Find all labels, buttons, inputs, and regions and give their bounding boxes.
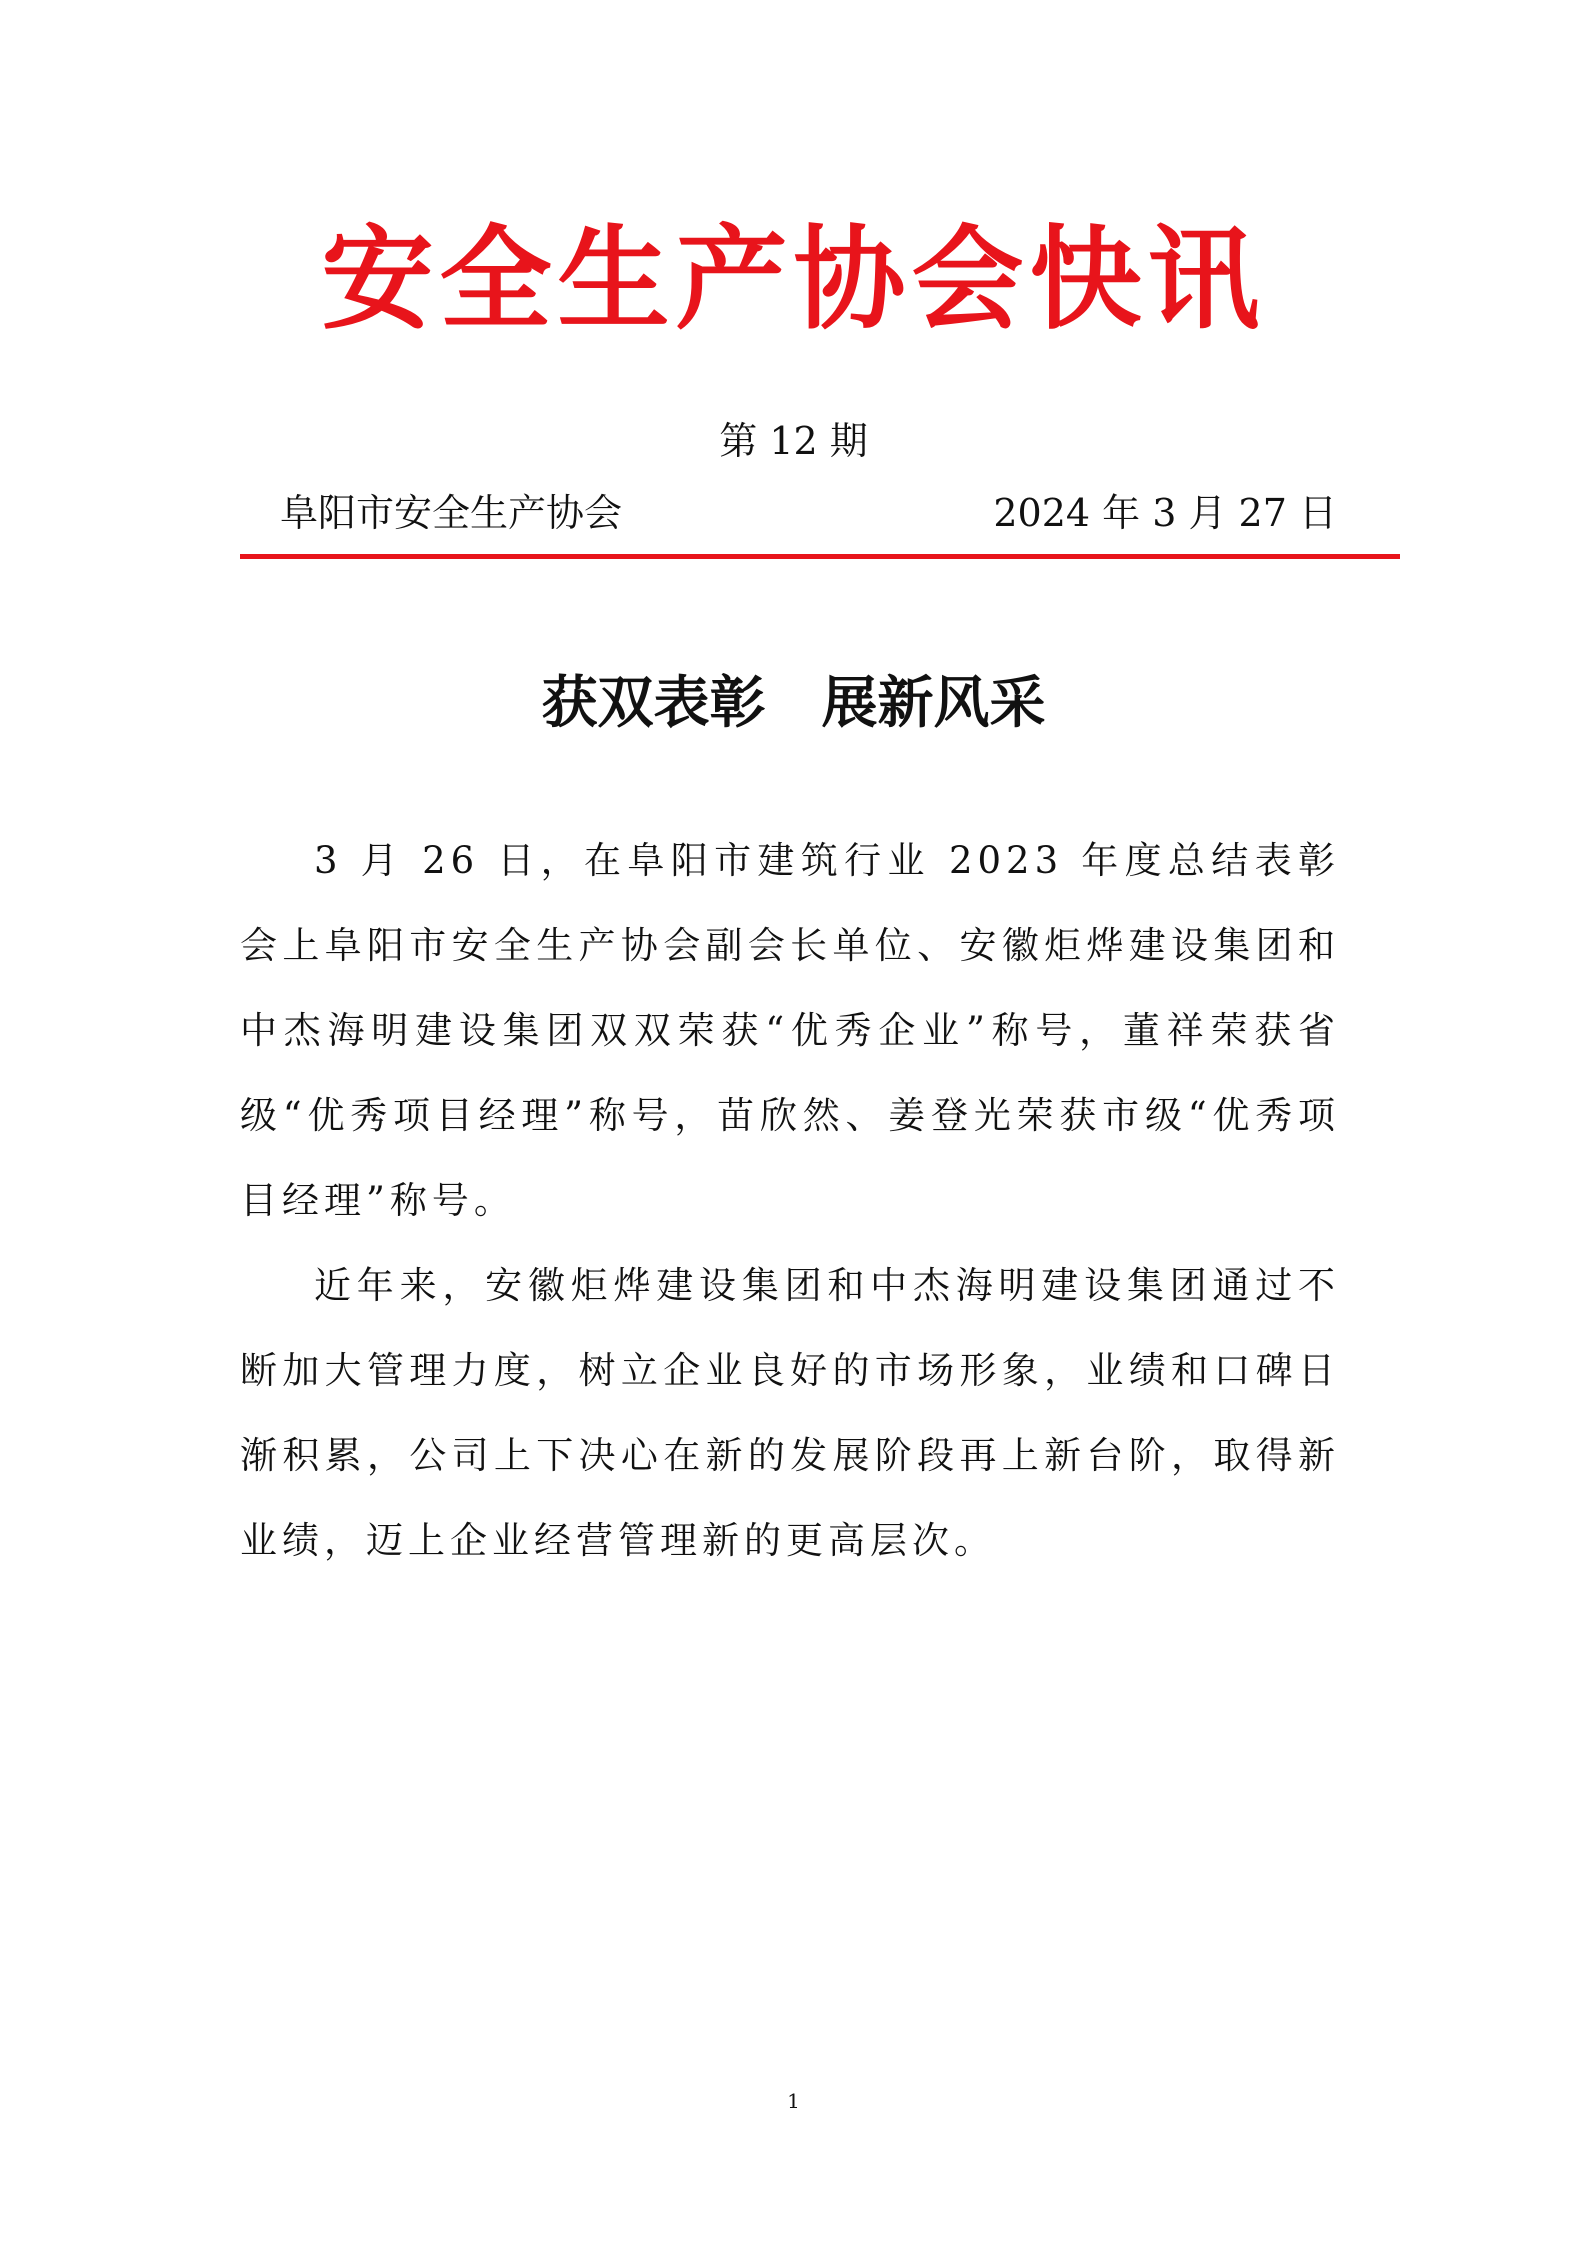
article-paragraph: 近年来，安徽炬烨建设集团和中杰海明建设集团通过不断加大管理力度，树立企业良好的市场形象，业绩和口碑日渐积累，公司上下决心在新的发展阶段再上新台阶，取得新业绩，迈上企业经营管理新的更高层次。 [240,1264,1340,1562]
article-paragraph: 3 月 26 日，在阜阳市建筑行业 2023 年度总结表彰会上阜阳市安全生产协会副会长单位、安徽炬烨建设集团和中杰海明建设集团双双荣获“优秀企业”称号，董祥荣获省级“优秀项目经理”称号，苗欣然、姜登光荣获市级“优秀项目经理”称号。 [240,839,1340,1222]
newsletter-masthead-title: 安全生产协会快讯 [321,214,1266,345]
masthead-divider [240,554,1400,559]
publication-date: 2024 年 3 月 27 日 [993,491,1337,535]
publisher-organization: 阜阳市安全生产协会 [280,491,623,535]
page-number: 1 [787,2089,800,2113]
issue-number: 第 12 期 [719,419,868,463]
article-body [240,818,1340,1583]
article-headline: 获双表彰 展新风采 [541,670,1046,736]
